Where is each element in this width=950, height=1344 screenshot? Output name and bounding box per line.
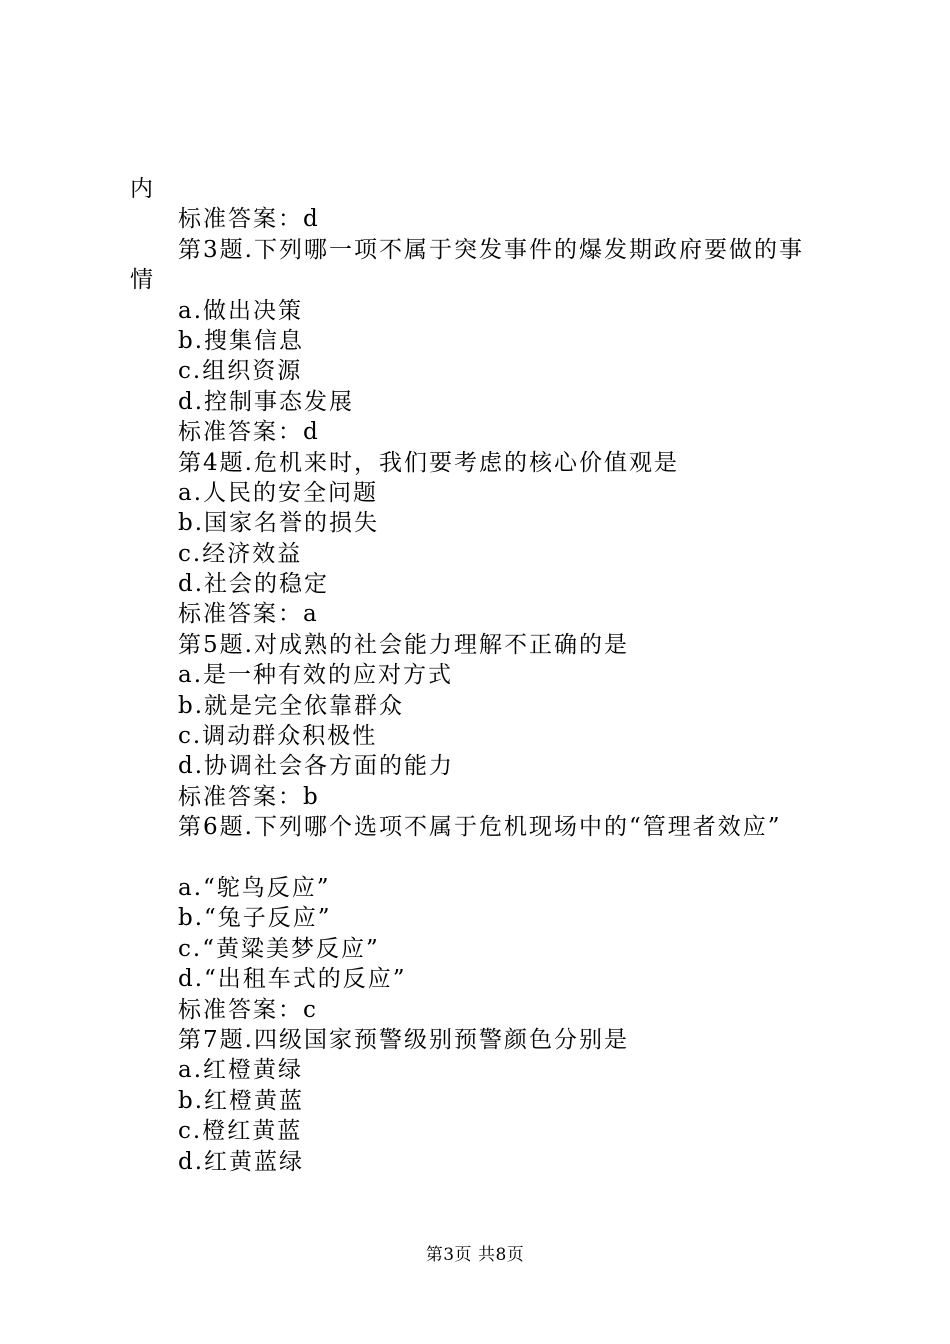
answer-line: 标准答案：d	[178, 419, 320, 446]
text-line: 情	[130, 267, 155, 294]
answer-line: 标准答案：d	[178, 206, 320, 233]
answer-line: 标准答案：c	[178, 996, 318, 1023]
page-footer: 第3页 共8页	[425, 1245, 525, 1265]
option-line: a.是一种有效的应对方式	[178, 662, 454, 689]
option-line: d.红黄蓝绿	[178, 1148, 305, 1175]
question-line: 第5题.对成熟的社会能力理解不正确的是	[178, 631, 629, 658]
option-line: d.协调社会各方面的能力	[178, 753, 455, 780]
option-line: b.国家名誉的损失	[178, 510, 380, 537]
option-line: c.经济效益	[178, 540, 303, 567]
option-line: d.社会的稳定	[178, 571, 330, 598]
question-line: 第6题.下列哪个选项不属于危机现场中的“管理者效应”	[178, 814, 782, 841]
answer-line: 标准答案：b	[178, 783, 320, 810]
option-line: a.红橙黄绿	[178, 1057, 304, 1084]
blank-line	[130, 843, 840, 873]
question-line: 第7题.四级国家预警级别预警颜色分别是	[178, 1026, 629, 1053]
option-line: b.搜集信息	[178, 327, 305, 354]
text-line: 内	[130, 176, 155, 202]
option-line: d.“出租车式的反应”	[178, 966, 407, 993]
option-line: b.红橙黄蓝	[178, 1087, 305, 1114]
question-line: 第4题.危机来时，我们要考虑的核心价值观是	[178, 449, 679, 476]
option-line: a.人民的安全问题	[178, 479, 379, 506]
question-line: 第3题.下列哪一项不属于突发事件的爆发期政府要做的事	[178, 236, 804, 263]
document-body	[130, 174, 840, 1177]
option-line: b.就是完全依靠群众	[178, 692, 405, 719]
option-line: d.控制事态发展	[178, 388, 355, 415]
option-line: c.“黄粱美梦反应”	[178, 935, 380, 962]
option-line: c.橙红黄蓝	[178, 1118, 303, 1145]
answer-line: 标准答案：a	[178, 601, 319, 628]
option-line: c.调动群众积极性	[178, 723, 378, 750]
option-line: a.“鸵鸟反应”	[178, 874, 331, 901]
option-line: b.“兔子反应”	[178, 905, 332, 932]
option-line: c.组织资源	[178, 358, 303, 385]
option-line: a.做出决策	[178, 297, 304, 324]
